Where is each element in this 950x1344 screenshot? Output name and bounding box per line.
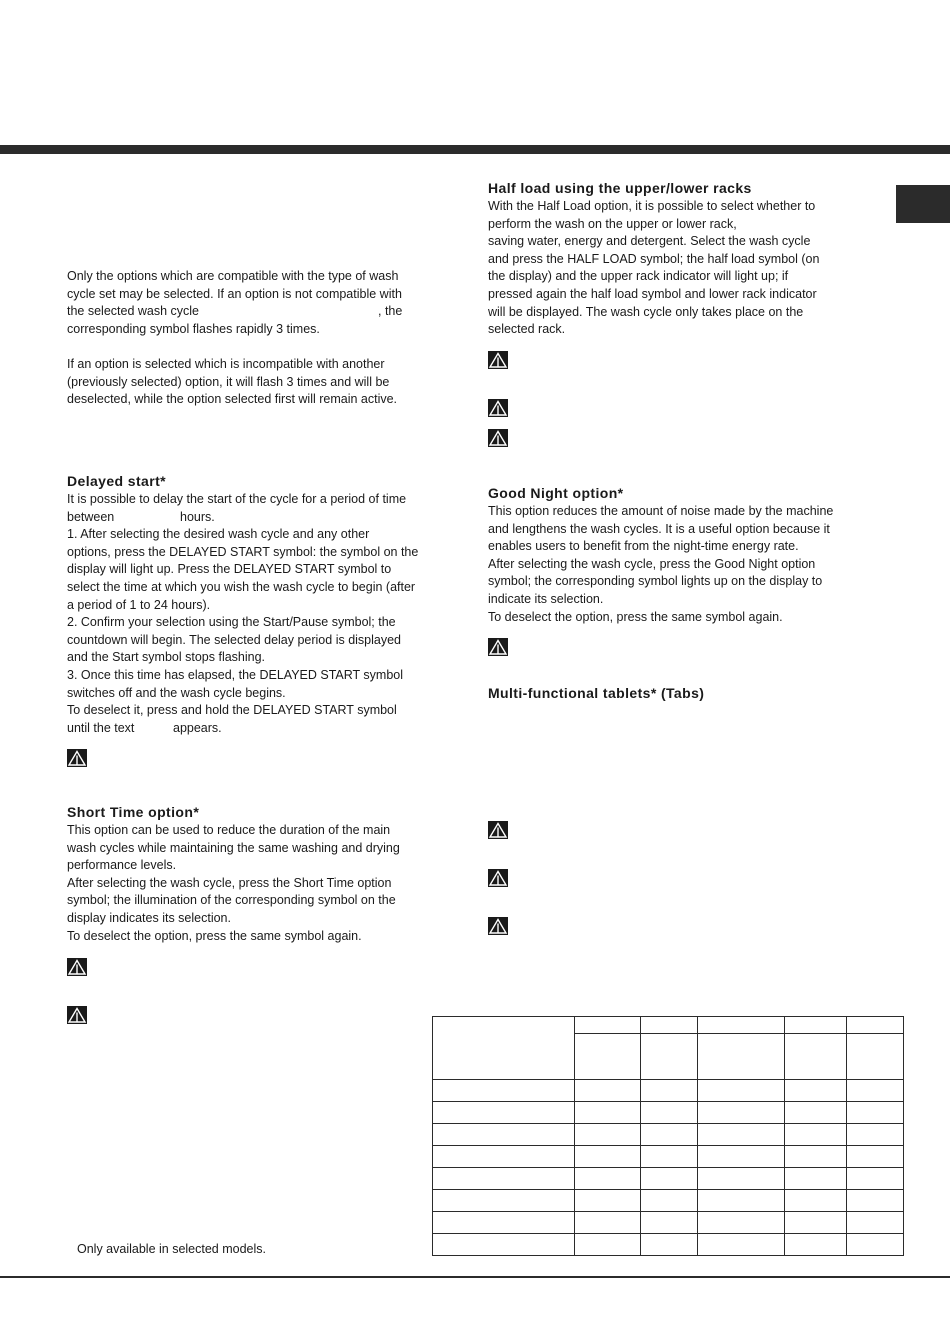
table-cell [847, 1102, 904, 1124]
table-cell [575, 1017, 641, 1034]
table-cell [575, 1124, 641, 1146]
table-cell [785, 1124, 847, 1146]
table-cell [785, 1017, 847, 1034]
table-cell [641, 1234, 698, 1256]
table-cell [698, 1124, 785, 1146]
table-cell [698, 1168, 785, 1190]
table-cell [433, 1102, 575, 1124]
table-row [433, 1190, 904, 1212]
table-cell [785, 1102, 847, 1124]
table-cell [575, 1102, 641, 1124]
table-cell [641, 1102, 698, 1124]
table-cell [698, 1146, 785, 1168]
table-cell [785, 1080, 847, 1102]
warning-triangle-icon [67, 749, 87, 767]
table-cell [847, 1017, 904, 1034]
footer-rule [0, 1276, 950, 1278]
warning-triangle-icon [488, 638, 508, 656]
table-cell [641, 1212, 698, 1234]
table-cell [433, 1080, 575, 1102]
table-cell [785, 1168, 847, 1190]
table-row [433, 1146, 904, 1168]
table-row [433, 1234, 904, 1256]
table-cell [433, 1190, 575, 1212]
table-row [433, 1017, 904, 1034]
table-cell [847, 1080, 904, 1102]
footnote: Only available in selected models. [77, 1242, 266, 1256]
warning-triangle-icon [488, 399, 508, 417]
table-cell [575, 1034, 641, 1080]
table-cell [575, 1234, 641, 1256]
table-cell [785, 1212, 847, 1234]
delayed-start-heading: Delayed start* [67, 473, 166, 489]
warning-triangle-icon [488, 429, 508, 447]
table-cell [433, 1168, 575, 1190]
short-time-text: This option can be used to reduce the duration of the main wash cycles while maintaining the same washing and drying performance levels. After selecting the wash cycle, press the Short Time option symbol; the illumination of the corresponding symbol on the display indicates its selection. To deselect the option, press the same symbol again. [67, 823, 400, 943]
table-cell [575, 1168, 641, 1190]
table-cell [641, 1124, 698, 1146]
table-cell [847, 1234, 904, 1256]
table-cell [785, 1034, 847, 1080]
table-cell [433, 1017, 575, 1080]
language-tab [896, 185, 950, 223]
good-night-text: This option reduces the amount of noise made by the machine and lengthens the wash cycles. It is a useful option because it enables users to benefit from the night-time energy rate. After selecting the wash cycle, press the Good Night option symbol; the corresponding symbol lights up on the display to indicate its selection. To deselect the option, press the same symbol again. [488, 504, 834, 624]
table-cell [575, 1146, 641, 1168]
warning-triangle-icon [488, 917, 508, 935]
table-cell [698, 1017, 785, 1034]
table-cell [433, 1234, 575, 1256]
table-cell [698, 1234, 785, 1256]
tabs-heading: Multi-functional tablets* (Tabs) [488, 685, 705, 701]
half-load-heading: Half load using the upper/lower racks [488, 180, 752, 196]
warning-triangle-icon [488, 821, 508, 839]
table-cell [641, 1017, 698, 1034]
warning-triangle-icon [488, 351, 508, 369]
table-cell [575, 1212, 641, 1234]
table-cell [641, 1190, 698, 1212]
table-cell [847, 1146, 904, 1168]
short-time-heading: Short Time option* [67, 804, 200, 820]
table-cell [698, 1190, 785, 1212]
options-table [432, 1016, 904, 1256]
header-bar [0, 145, 950, 154]
table-cell [847, 1124, 904, 1146]
compat-paragraph-1: Only the options which are compatible with the type of wash cycle set may be selected. If an option is not compatible with the selected wash cycle , the corresponding symbol flashes rapidly 3 times. [67, 269, 403, 336]
table-cell [641, 1034, 698, 1080]
table-cell [785, 1190, 847, 1212]
table-cell [698, 1102, 785, 1124]
compat-paragraph-2: If an option is selected which is incompatible with another (previously selected) option, it will flash 3 times and will be deselected, while the option selected first will remain active. [67, 357, 398, 407]
table-cell [847, 1212, 904, 1234]
table-cell [575, 1190, 641, 1212]
warning-triangle-icon [488, 869, 508, 887]
warning-triangle-icon [67, 958, 87, 976]
table-row [433, 1124, 904, 1146]
table-cell [575, 1080, 641, 1102]
table-cell [641, 1080, 698, 1102]
delayed-start-text: It is possible to delay the start of the cycle for a period of time between hours. 1. After selecting the desired wash cycle and any other options, press the DELAYED START symbol: the symbol on the display will light up. Press the DELAYED START symbol to select the time at which you wish the wash cycle to begin (after a period of 1 to 24 hours). 2. Confirm your selection using the Start/Pause symbol; the countdown will begin. The selected delay period is displayed and the Start symbol stops flashing. 3. Once this time has elapsed, the DELAYED START symbol switches off and the wash cycle begins. To deselect it, press and hold the DELAYED START symbol until the text appears. [67, 492, 419, 735]
table-row [433, 1080, 904, 1102]
table-row [433, 1168, 904, 1190]
table-row [433, 1102, 904, 1124]
table-cell [785, 1146, 847, 1168]
good-night-heading: Good Night option* [488, 485, 624, 501]
table-row [433, 1212, 904, 1234]
table-cell [847, 1034, 904, 1080]
table-cell [698, 1034, 785, 1080]
table-cell [698, 1080, 785, 1102]
warning-triangle-icon [67, 1006, 87, 1024]
table-cell [433, 1124, 575, 1146]
table-cell [847, 1190, 904, 1212]
half-load-text: With the Half Load option, it is possible to select whether to perform the wash on the upper or lower rack, saving water, energy and detergent. Select the wash cycle and press the HALF LOAD symbol; the half load symbol (on the display) and the upper rack indicator will light up; if pressed again the half load symbol and lower rack indicator will be displayed. The wash cycle only takes place on the selected rack. [488, 199, 820, 337]
table-cell [433, 1212, 575, 1234]
table-cell [641, 1168, 698, 1190]
table-cell [847, 1168, 904, 1190]
table-cell [698, 1212, 785, 1234]
table-cell [785, 1234, 847, 1256]
table-cell [433, 1146, 575, 1168]
table-cell [641, 1146, 698, 1168]
